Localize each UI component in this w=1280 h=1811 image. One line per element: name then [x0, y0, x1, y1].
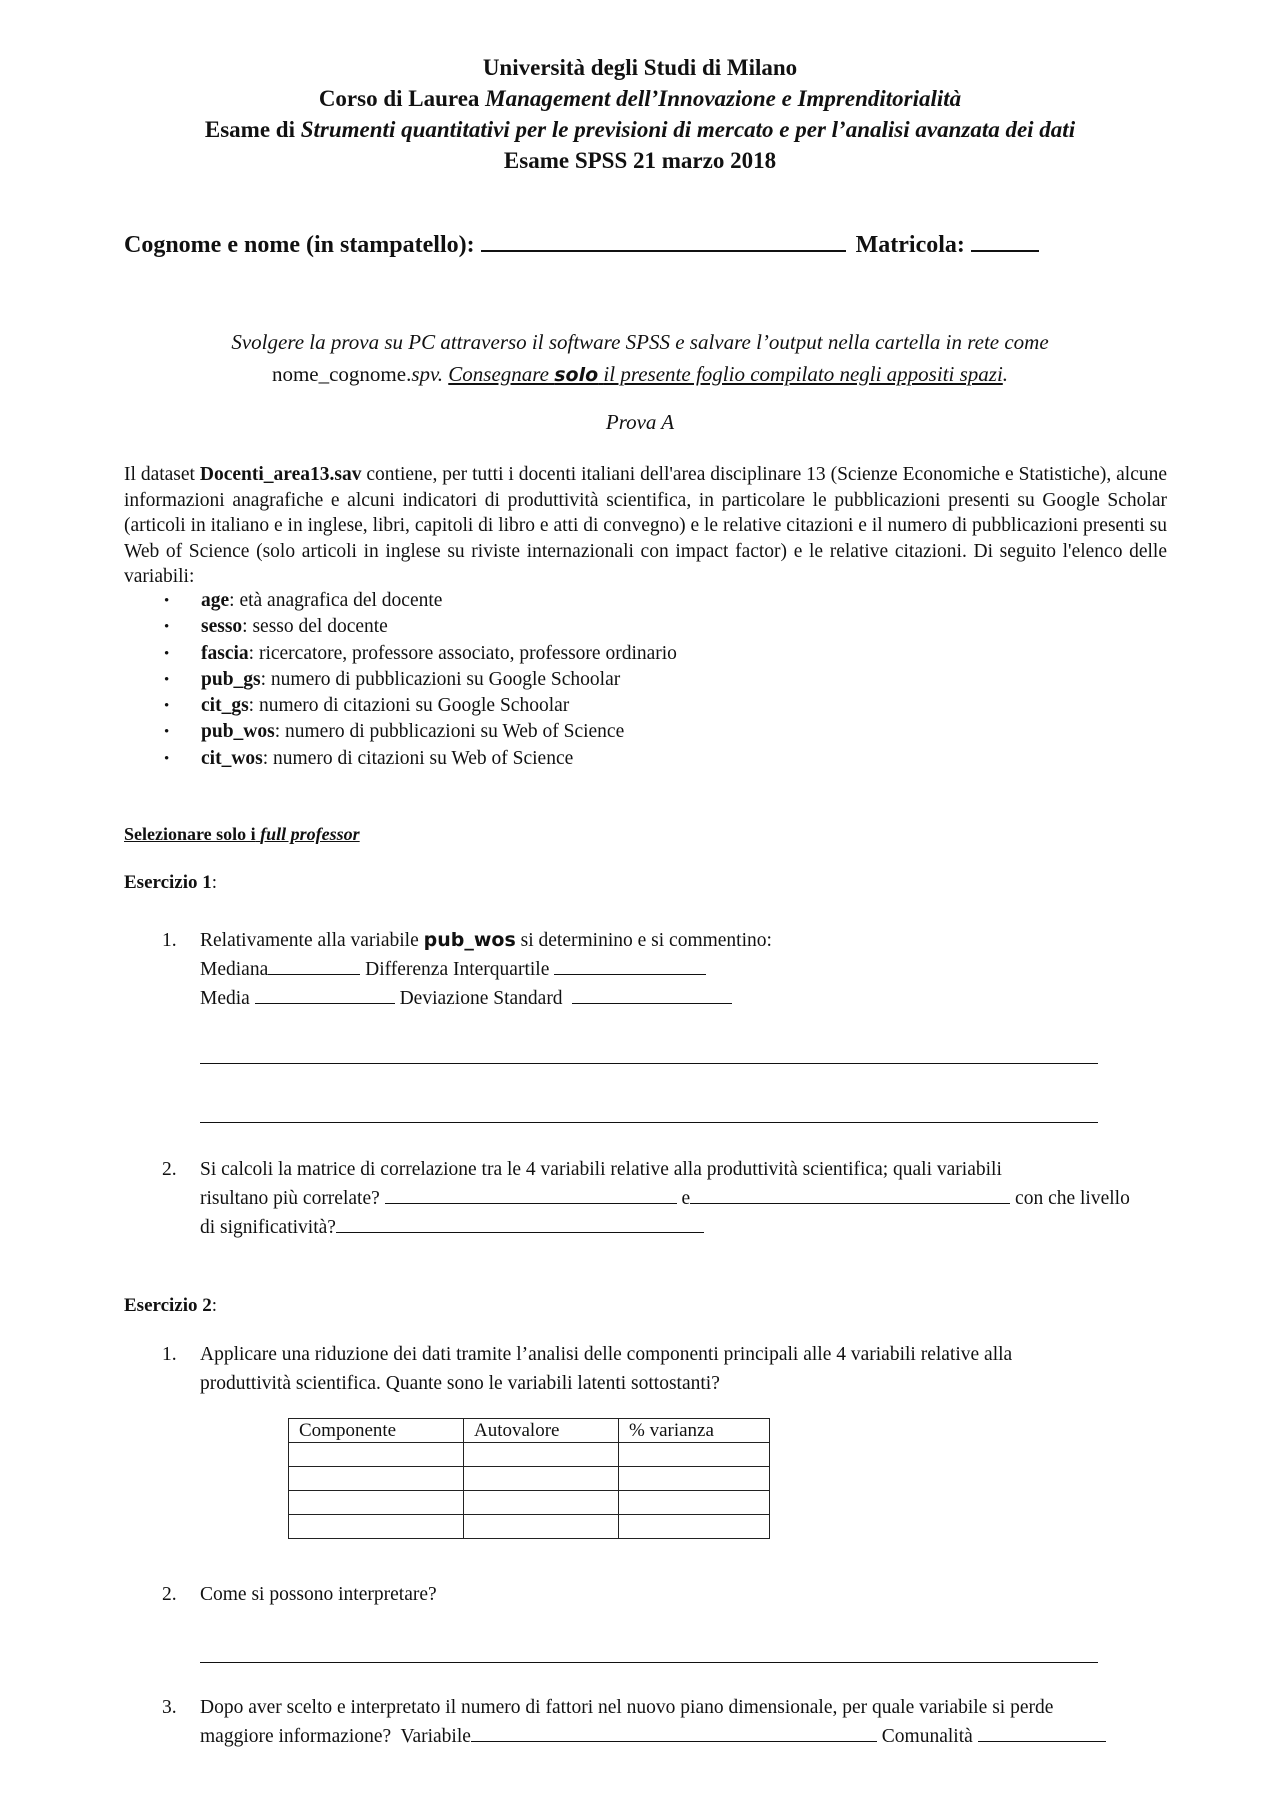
table-cell[interactable] — [464, 1515, 619, 1539]
list-item: • sesso: sesso del docente — [124, 614, 1124, 640]
student-info-row — [124, 228, 1154, 259]
variable-a-field[interactable] — [385, 1185, 677, 1204]
table-row — [289, 1467, 770, 1491]
table-header: % varianza — [619, 1419, 770, 1443]
exercise-1-title: Esercizio 1: — [124, 872, 218, 893]
list-item: • pub_gs: numero di pubblicazioni su Google Schoolar — [124, 667, 1124, 693]
answer-line[interactable] — [200, 1122, 1098, 1123]
matricola-field[interactable] — [971, 228, 1039, 252]
exercise-2-question-2: 2. Come si possono interpretare? — [162, 1584, 437, 1605]
answer-line[interactable] — [200, 1063, 1098, 1064]
table-cell[interactable] — [464, 1467, 619, 1491]
list-item: • cit_gs: numero di citazioni su Google Schoolar — [124, 693, 1124, 719]
exercise-1-question-1: 1. Relativamente alla variabile pub_wos si determinino e si commentino: Mediana Differenza Interquartile Media Deviazione Standard — [162, 929, 772, 1009]
table-row — [289, 1443, 770, 1467]
iqr-field[interactable] — [554, 956, 706, 975]
exam-header — [0, 52, 1280, 176]
exercise-1-question-2: 2. Si calcoli la matrice di correlazione tra le 4 variabili relative alla produttività scientifica; quali variabili risultano più correlate? e con che livello di significatività? — [162, 1159, 1130, 1238]
sd-field[interactable] — [572, 985, 732, 1004]
table-cell[interactable] — [464, 1443, 619, 1467]
table-cell[interactable] — [289, 1491, 464, 1515]
pca-table — [288, 1418, 770, 1539]
bullet-icon: • — [164, 724, 170, 741]
university-name: Università degli Studi di Milano — [482, 55, 798, 80]
variable-list — [124, 588, 1124, 772]
variable-name: pub_wos — [423, 929, 516, 951]
table-cell[interactable] — [619, 1467, 770, 1491]
table-cell[interactable] — [619, 1443, 770, 1467]
table-cell[interactable] — [289, 1515, 464, 1539]
significance-field[interactable] — [336, 1214, 704, 1233]
bullet-icon: • — [164, 593, 170, 609]
degree-course: Corso di Laurea Management dell’Innovazione e Imprenditorialità — [318, 86, 962, 111]
exam-subject: Esame di Strumenti quantitativi per le previsioni di mercato e per l’analisi avanzata dei dati — [204, 117, 1076, 142]
exercise-2-question-3: 3. Dopo aver scelto e interpretato il numero di fattori nel nuovo piano dimensionale, per quale variabile si perde maggiore informazione? Variabile Comunalità — [124, 1693, 1174, 1751]
list-item: • fascia: ricercatore, professore associato, professore ordinario — [124, 641, 1124, 667]
variable-b-field[interactable] — [690, 1185, 1010, 1204]
table-header-row — [289, 1419, 770, 1443]
dataset-description: Il dataset Docenti_area13.sav contiene, per tutti i docenti italiani dell'area disciplinare 13 (Scienze Economiche e Statistiche), alcune informazioni anagrafiche e alcuni indicatori di produttività scientifica, in particolare le pubblicazioni presenti su Google Scholar (articoli in italiano e in inglese, libri, capitoli di libro e atti di convegno) e le relative citazioni e il numero di pubblicazioni presenti su Web of Science (solo articoli in inglese su riviste internazionali con impact factor) e le relative citazioni. Di seguito l'elenco delle variabili: — [124, 464, 1167, 587]
bullet-icon: • — [164, 645, 170, 662]
table-row — [289, 1515, 770, 1539]
matricola-label: Matricola: — [855, 232, 965, 258]
bullet-icon: • — [164, 619, 170, 636]
table-header: Componente — [289, 1419, 464, 1443]
name-label: Cognome e nome (in stampatello): — [124, 232, 475, 258]
table-cell[interactable] — [289, 1467, 464, 1491]
table-cell[interactable] — [619, 1515, 770, 1539]
name-field[interactable] — [481, 228, 846, 252]
variabile-field[interactable] — [471, 1723, 877, 1742]
table-header: Autovalore — [464, 1419, 619, 1443]
table-cell[interactable] — [464, 1491, 619, 1515]
bullet-icon: • — [164, 671, 170, 688]
instructions — [0, 326, 1280, 391]
answer-line[interactable] — [200, 1662, 1098, 1663]
media-field[interactable] — [255, 985, 395, 1004]
instructions-line-2: nome_cognome.spv. Consegnare solo il presente foglio compilato negli appositi spazi. — [271, 362, 1009, 386]
exercise-2-title: Esercizio 2: — [124, 1295, 218, 1316]
list-item: • age: età anagrafica del docente — [124, 588, 1124, 614]
table-row — [289, 1491, 770, 1515]
table-cell[interactable] — [289, 1443, 464, 1467]
instructions-line-1: Svolgere la prova su PC attraverso il software SPSS e salvare l’output nella cartella in rete come — [231, 330, 1049, 354]
bullet-icon: • — [164, 750, 170, 767]
mediana-field[interactable] — [268, 956, 360, 975]
prova-label: Prova A — [605, 410, 675, 434]
bullet-icon: • — [164, 698, 170, 715]
dataset-name: Docenti_area13.sav — [199, 464, 362, 485]
selection-instruction: Selezionare solo i full professor — [124, 824, 360, 844]
list-item: • pub_wos: numero di pubblicazioni su Web of Science — [124, 719, 1124, 745]
table-cell[interactable] — [619, 1491, 770, 1515]
comunalita-field[interactable] — [978, 1723, 1106, 1742]
exam-date: Esame SPSS 21 marzo 2018 — [503, 148, 777, 173]
list-item: • cit_wos: numero di citazioni su Web of Science — [124, 746, 1124, 772]
exercise-2-question-1: 1. Applicare una riduzione dei dati tramite l’analisi delle componenti principali alle 4 variabili relative alla produttività scientifica. Quante sono le variabili latenti sottostanti? — [162, 1344, 1013, 1394]
